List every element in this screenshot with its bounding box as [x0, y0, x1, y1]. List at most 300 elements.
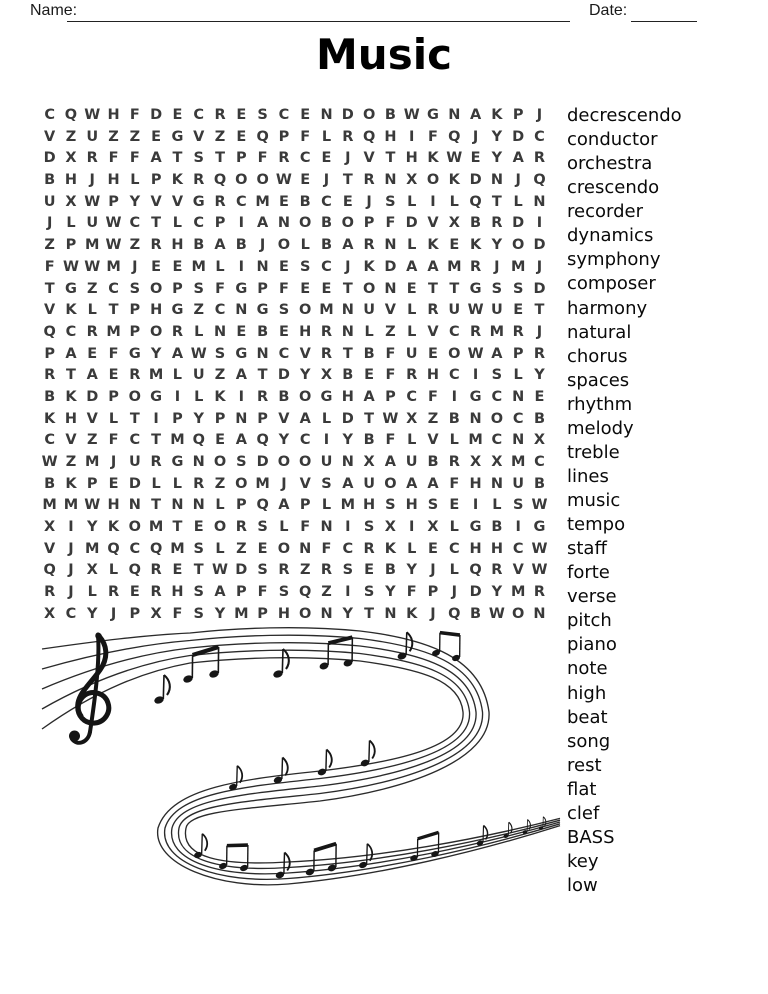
grid-letter: M: [510, 454, 526, 470]
grid-letter: T: [342, 280, 353, 297]
grid-letter: K: [427, 237, 439, 254]
grid-letter: I: [515, 519, 521, 536]
grid-letter: T: [151, 215, 162, 232]
grid-letter: Y: [86, 605, 98, 622]
grid-letter: L: [407, 302, 417, 319]
grid-letter: A: [235, 432, 247, 449]
grid-letter: R: [512, 323, 524, 340]
grid-letter: U: [512, 475, 525, 492]
grid-letter: Z: [44, 237, 55, 254]
grid-letter: O: [362, 280, 376, 297]
grid-letter: W: [84, 107, 101, 123]
grid-letter: A: [86, 367, 98, 384]
grid-letter: I: [472, 367, 479, 384]
grid-letter: N: [256, 258, 269, 275]
date-label: Date:: [589, 2, 628, 19]
grid-letter: W: [382, 410, 399, 427]
word-list-item: high: [567, 682, 607, 704]
grid-letter: O: [362, 107, 376, 123]
grid-letter: R: [150, 237, 162, 254]
grid-letter: H: [405, 497, 418, 514]
grid-letter: A: [278, 497, 290, 514]
word-list-item: conductor: [567, 129, 658, 151]
grid-letter: J: [536, 258, 543, 275]
grid-letter: U: [86, 215, 99, 232]
grid-letter: P: [363, 215, 375, 232]
grid-letter: D: [43, 150, 56, 167]
eighth-note-icon: [228, 766, 242, 791]
grid-letter: F: [108, 150, 119, 167]
grid-letter: J: [110, 454, 117, 470]
grid-letter: O: [277, 454, 291, 470]
grid-letter: J: [110, 605, 117, 622]
grid-letter: W: [467, 302, 484, 319]
grid-letter: E: [151, 128, 162, 145]
grid-letter: N: [448, 107, 461, 123]
grid-letter: O: [213, 519, 227, 536]
grid-letter: Q: [448, 605, 461, 622]
grid-letter: U: [405, 345, 418, 362]
grid-letter: Y: [491, 584, 503, 601]
grid-letter: Z: [214, 128, 226, 145]
grid-letter: F: [449, 475, 460, 492]
grid-letter: A: [65, 345, 77, 362]
grid-letter: J: [132, 258, 138, 275]
grid-letter: I: [345, 584, 351, 601]
grid-letter: C: [193, 215, 205, 232]
grid-letter: H: [150, 302, 163, 319]
grid-letter: K: [214, 388, 226, 405]
grid-letter: L: [66, 215, 76, 232]
grid-letter: N: [235, 302, 248, 319]
grid-letter: P: [214, 410, 226, 427]
grid-letter: U: [363, 475, 375, 492]
word-list-item: note: [567, 658, 608, 680]
grid-letter: O: [512, 605, 525, 622]
grid-letter: G: [320, 388, 333, 405]
grid-letter: X: [44, 605, 56, 622]
grid-letter: V: [384, 302, 397, 319]
grid-letter: T: [491, 193, 502, 210]
grid-letter: I: [238, 215, 245, 232]
grid-letter: Y: [385, 584, 396, 601]
grid-letter: I: [174, 388, 181, 405]
grid-letter: Q: [149, 540, 163, 557]
grid-letter: L: [194, 323, 204, 340]
staff-lines: [42, 628, 560, 885]
grid-letter: A: [299, 410, 311, 427]
grid-letter: E: [193, 519, 204, 536]
grid-letter: D: [533, 280, 546, 297]
grid-letter: K: [448, 172, 460, 189]
grid-letter: J: [430, 562, 436, 579]
grid-letter: R: [363, 540, 375, 557]
word-list-item: recorder: [567, 201, 643, 223]
grid-letter: F: [172, 605, 183, 622]
grid-letter: F: [385, 345, 396, 362]
grid-letter: Z: [299, 562, 311, 579]
grid-letter: X: [65, 193, 77, 210]
grid-letter: V: [44, 128, 56, 145]
grid-letter: L: [407, 432, 417, 449]
grid-letter: U: [405, 454, 418, 470]
grid-letter: R: [533, 150, 546, 167]
grid-letter: Y: [491, 150, 503, 167]
grid-letter: V: [44, 302, 56, 319]
grid-letter: Q: [64, 107, 78, 123]
grid-letter: T: [129, 410, 140, 427]
grid-letter: T: [428, 280, 438, 297]
grid-letter: L: [407, 540, 417, 557]
word-list-item: forte: [567, 562, 610, 584]
grid-letter: A: [235, 367, 247, 384]
grid-letter: L: [407, 323, 417, 340]
grid-letter: N: [256, 345, 269, 362]
grid-letter: C: [321, 193, 332, 210]
grid-letter: Q: [107, 540, 120, 557]
grid-letter: W: [62, 258, 79, 275]
grid-letter: H: [469, 475, 482, 492]
grid-letter: R: [44, 367, 56, 384]
grid-letter: A: [214, 237, 226, 254]
grid-row: [39, 580, 550, 602]
grid-row: [39, 211, 550, 233]
grid-letter: L: [130, 172, 140, 189]
grid-letter: X: [320, 367, 333, 384]
grid-letter: E: [172, 258, 183, 275]
grid-letter: B: [448, 410, 460, 427]
grid-letter: L: [172, 367, 183, 384]
grid-letter: U: [192, 367, 205, 384]
grid-letter: U: [363, 302, 375, 319]
grid-letter: D: [469, 584, 482, 601]
grid-letter: P: [236, 150, 247, 167]
grid-letter: C: [299, 432, 311, 449]
grid-letter: K: [107, 519, 120, 536]
grid-letter: G: [171, 454, 184, 470]
grid-letter: C: [342, 540, 354, 557]
grid-letter: O: [299, 302, 312, 319]
grid-letter: D: [86, 388, 99, 405]
grid-letter: M: [255, 193, 270, 210]
grid-letter: E: [300, 280, 311, 297]
grid-letter: N: [512, 432, 525, 449]
grid-letter: L: [87, 302, 97, 319]
grid-letter: R: [107, 584, 120, 601]
grid-letter: E: [236, 128, 247, 145]
grid-letter: Q: [448, 128, 461, 145]
grid-letter: M: [170, 432, 185, 449]
grid-letter: I: [408, 128, 415, 145]
grid-letter: Z: [108, 128, 119, 145]
grid-row: [39, 233, 550, 255]
grid-letter: N: [490, 172, 503, 189]
grid-letter: R: [86, 150, 98, 167]
grid-letter: T: [364, 605, 375, 622]
grid-letter: A: [214, 584, 226, 601]
grid-letter: C: [512, 540, 524, 557]
grid-letter: S: [129, 280, 141, 297]
grid-letter: O: [448, 345, 461, 362]
grid-letter: T: [172, 519, 183, 536]
grid-letter: H: [363, 497, 376, 514]
grid-letter: X: [448, 215, 460, 232]
grid-letter: I: [451, 388, 457, 405]
grid-letter: E: [364, 562, 375, 579]
grid-letter: W: [446, 150, 463, 167]
grid-letter: B: [342, 367, 354, 384]
grid-letter: R: [363, 172, 375, 189]
grid-letter: M: [234, 605, 249, 622]
grid-letter: S: [385, 497, 396, 514]
grid-letter: F: [108, 432, 119, 449]
word-list-item: crescendo: [567, 177, 660, 199]
grid-letter: X: [363, 454, 375, 470]
grid-letter: X: [86, 562, 98, 579]
grid-letter: M: [319, 302, 334, 319]
grid-letter: P: [236, 584, 247, 601]
grid-letter: P: [108, 193, 119, 210]
grid-letter: C: [278, 107, 290, 123]
grid-letter: E: [449, 497, 460, 514]
grid-letter: G: [192, 193, 205, 210]
grid-letter: M: [191, 258, 206, 275]
grid-letter: N: [490, 475, 503, 492]
grid-letter: C: [65, 605, 77, 622]
grid-letter: Q: [256, 497, 269, 514]
grid-letter: J: [345, 258, 351, 275]
grid-letter: N: [277, 215, 290, 232]
grid-letter: L: [151, 475, 161, 492]
grid-letter: E: [428, 345, 438, 362]
grid-letter: G: [256, 302, 269, 319]
grid-letter: B: [193, 237, 205, 254]
grid-letter: C: [278, 345, 290, 362]
grid-letter: M: [447, 258, 462, 275]
grid-letter: I: [430, 193, 436, 210]
grid-letter: A: [171, 345, 184, 362]
grid-letter: Y: [193, 410, 204, 427]
grid-letter: F: [257, 584, 268, 601]
grid-letter: F: [129, 107, 140, 123]
grid-letter: N: [192, 497, 205, 514]
grid-row: [39, 363, 550, 385]
grid-letter: O: [384, 475, 397, 492]
grid-letter: U: [128, 454, 141, 470]
grid-letter: W: [41, 454, 58, 470]
grid-letter: F: [428, 128, 438, 145]
grid-letter: V: [299, 475, 311, 492]
grid-letter: B: [44, 388, 56, 405]
grid-letter: C: [299, 150, 311, 167]
grid-letter: H: [469, 540, 482, 557]
grid-letter: T: [151, 432, 162, 449]
word-list-item: BASS: [567, 826, 615, 848]
grid-letter: R: [320, 345, 333, 362]
grid-row: [39, 103, 550, 125]
grid-letter: Q: [43, 323, 56, 340]
grid-letter: X: [469, 454, 482, 470]
word-list-item: verse: [567, 586, 617, 608]
grid-letter: Y: [342, 432, 354, 449]
grid-letter: V: [44, 540, 56, 557]
grid-letter: N: [384, 237, 397, 254]
grid-letter: K: [363, 258, 375, 275]
grid-letter: E: [108, 367, 119, 384]
word-list-item: clef: [567, 802, 600, 824]
grid-letter: U: [320, 454, 333, 470]
grid-letter: L: [407, 193, 417, 210]
grid-letter: B: [533, 475, 545, 492]
grid-letter: W: [531, 562, 548, 579]
grid-letter: P: [427, 584, 439, 601]
eighth-note-icon: [193, 834, 207, 859]
grid-letter: L: [492, 497, 502, 514]
grid-letter: K: [65, 475, 77, 492]
grid-letter: F: [385, 215, 396, 232]
grid-letter: A: [427, 475, 439, 492]
grid-letter: T: [151, 497, 162, 514]
grid-letter: G: [533, 519, 546, 536]
grid-letter: N: [384, 172, 397, 189]
grid-letter: N: [512, 388, 525, 405]
grid-letter: L: [321, 497, 332, 514]
grid-letter: S: [491, 367, 503, 384]
grid-letter: B: [257, 323, 269, 340]
grid-letter: T: [342, 345, 353, 362]
grid-letter: O: [128, 519, 141, 536]
word-list-item: natural: [567, 321, 632, 343]
name-label: Name:: [30, 2, 78, 19]
grid-letter: C: [448, 323, 460, 340]
grid-letter: P: [257, 280, 268, 297]
grid-letter: G: [427, 107, 439, 123]
grid-letter: M: [510, 258, 526, 275]
grid-letter: L: [449, 432, 459, 449]
grid-letter: B: [533, 410, 545, 427]
grid-letter: V: [193, 128, 205, 145]
grid-letter: E: [342, 193, 353, 210]
word-list-item: staff: [567, 538, 607, 560]
grid-letter: C: [65, 323, 77, 340]
grid-letter: S: [278, 302, 290, 319]
grid-letter: C: [44, 432, 55, 449]
grid-letter: F: [129, 150, 140, 167]
grid-letter: P: [150, 172, 162, 189]
grid-letter: N: [299, 540, 312, 557]
grid-letter: B: [363, 432, 375, 449]
grid-letter: T: [257, 367, 268, 384]
grid-letter: I: [536, 215, 543, 232]
grid-letter: P: [172, 410, 183, 427]
grid-letter: Z: [129, 128, 141, 145]
grid-letter: A: [363, 388, 375, 405]
grid-letter: I: [323, 432, 330, 449]
grid-letter: F: [385, 432, 396, 449]
grid-letter: P: [65, 237, 77, 254]
word-list-item: song: [567, 730, 611, 752]
grid-letter: N: [128, 497, 141, 514]
grid-letter: S: [512, 497, 524, 514]
grid-letter: P: [278, 128, 290, 145]
grid-letter: Y: [214, 605, 226, 622]
grid-letter: P: [299, 497, 311, 514]
grid-letter: M: [340, 497, 356, 514]
grid-letter: H: [426, 367, 440, 384]
eighth-note-icon: [317, 750, 332, 777]
grid-letter: Z: [129, 237, 141, 254]
grid-letter: T: [108, 302, 119, 319]
letter-grid: [39, 103, 550, 624]
grid-letter: F: [300, 128, 311, 145]
grid-row: [39, 190, 550, 212]
grid-row: [39, 407, 550, 429]
grid-letter: T: [193, 562, 204, 579]
grid-letter: S: [214, 345, 226, 362]
grid-row: [39, 168, 550, 190]
grid-letter: F: [300, 519, 311, 536]
grid-letter: Y: [129, 193, 141, 210]
grid-letter: T: [364, 410, 375, 427]
grid-letter: C: [512, 410, 524, 427]
grid-row: [39, 472, 550, 494]
grid-letter: E: [87, 345, 98, 362]
word-list-item: composer: [567, 273, 656, 295]
grid-letter: C: [491, 388, 503, 405]
grid-letter: G: [235, 345, 248, 362]
grid-letter: W: [84, 497, 101, 514]
grid-letter: A: [512, 150, 524, 167]
word-list-item: lines: [567, 465, 609, 487]
grid-letter: J: [345, 150, 351, 167]
grid-letter: T: [342, 172, 353, 189]
grid-letter: W: [275, 172, 292, 189]
grid-letter: D: [150, 107, 163, 123]
grid-letter: L: [194, 388, 204, 405]
grid-letter: Q: [299, 584, 312, 601]
grid-letter: P: [257, 410, 268, 427]
grid-letter: Z: [427, 410, 439, 427]
grid-letter: E: [236, 323, 247, 340]
grid-letter: W: [488, 605, 505, 622]
grid-letter: J: [430, 605, 436, 622]
grid-row: [39, 146, 550, 168]
grid-letter: R: [150, 454, 162, 470]
grid-letter: Z: [214, 367, 226, 384]
word-list-item: spaces: [567, 369, 630, 391]
grid-letter: G: [171, 128, 184, 145]
grid-letter: C: [406, 388, 418, 405]
grid-letter: E: [321, 280, 332, 297]
word-list-item: music: [567, 490, 621, 511]
grid-letter: E: [108, 475, 119, 492]
grid-letter: E: [129, 584, 140, 601]
grid-letter: S: [427, 497, 439, 514]
grid-letter: V: [65, 432, 77, 449]
grid-letter: L: [215, 540, 225, 557]
word-list-item: rest: [567, 754, 602, 776]
grid-letter: D: [341, 107, 354, 123]
grid-letter: N: [235, 410, 248, 427]
grid-letter: T: [215, 150, 225, 167]
grid-letter: I: [68, 519, 74, 536]
grid-letter: X: [65, 150, 77, 167]
grid-letter: C: [448, 367, 460, 384]
grid-letter: Q: [533, 172, 546, 189]
grid-letter: S: [257, 519, 268, 536]
grid-letter: V: [299, 345, 311, 362]
grid-letter: V: [427, 215, 439, 232]
